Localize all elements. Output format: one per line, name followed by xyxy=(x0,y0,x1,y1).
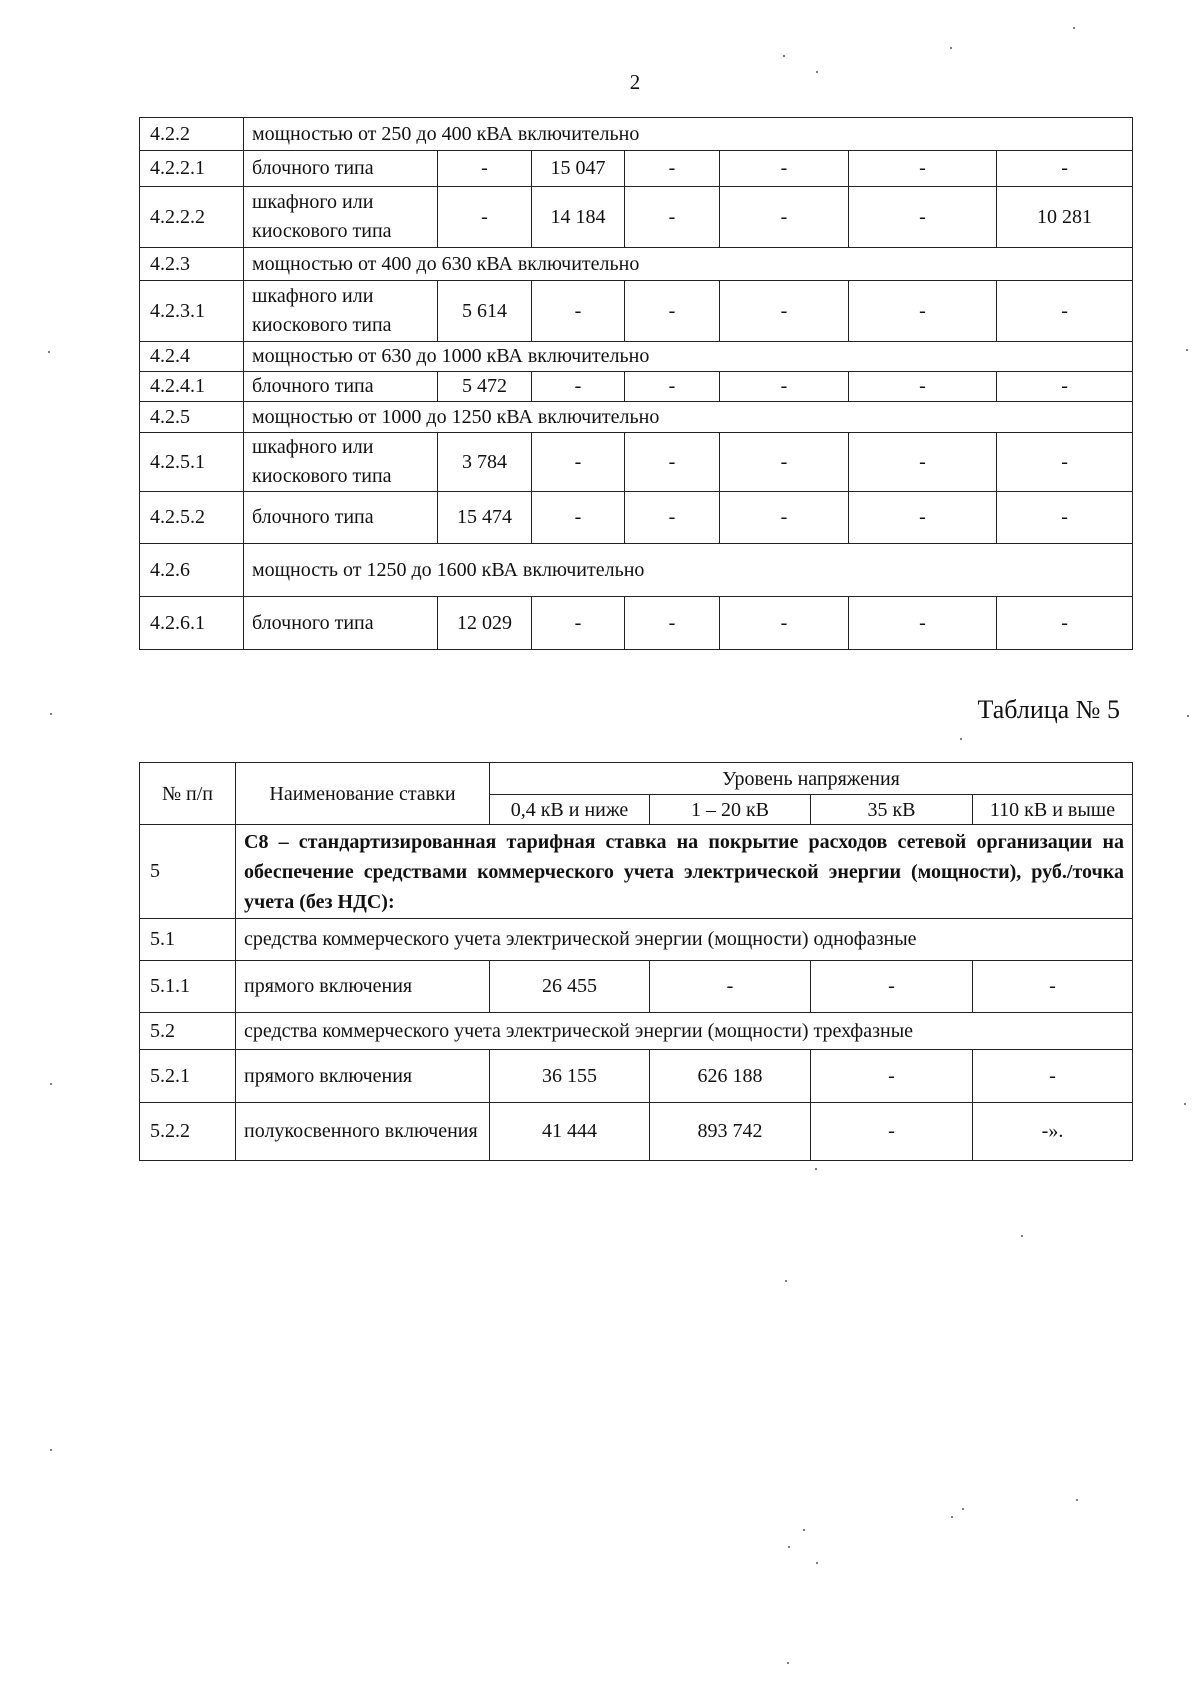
scan-speck xyxy=(962,1508,964,1510)
table-row xyxy=(140,1103,1133,1161)
row-name: блочного типа xyxy=(244,597,438,650)
row-value: - xyxy=(720,281,849,342)
row-value: - xyxy=(811,1050,973,1103)
row-value: 14 184 xyxy=(532,187,625,248)
row-value: - xyxy=(849,151,997,187)
row-value: - xyxy=(720,151,849,187)
scan-speck xyxy=(50,1083,52,1085)
scan-speck xyxy=(1186,349,1188,351)
table-row xyxy=(140,961,1133,1013)
row-value: - xyxy=(625,433,720,492)
row-number: 4.2.4.1 xyxy=(140,372,244,402)
row-value: - xyxy=(811,1103,973,1161)
row-number: 4.2.2 xyxy=(140,118,244,151)
row-section-title: средства коммерческого учета электрической энергии (мощности) однофазные xyxy=(236,919,1133,961)
row-value: - xyxy=(849,492,997,544)
scan-speck xyxy=(816,1562,818,1564)
row-section-title: мощностью от 400 до 630 кВА включительно xyxy=(244,248,1133,281)
header-level: 0,4 кВ и ниже xyxy=(490,795,650,825)
row-number: 4.2.2.1 xyxy=(140,151,244,187)
row-number: 4.2.2.2 xyxy=(140,187,244,248)
row-section-title: мощностью от 1000 до 1250 кВА включительно xyxy=(244,402,1133,433)
row-value: - xyxy=(973,1050,1133,1103)
row-value: - xyxy=(997,281,1133,342)
row-name: блочного типа xyxy=(244,492,438,544)
row-value: 5 614 xyxy=(438,281,532,342)
table-row xyxy=(140,402,1133,433)
page-number: 2 xyxy=(629,70,641,94)
scan-speck xyxy=(785,1280,787,1282)
row-value: - xyxy=(811,961,973,1013)
row-value: - xyxy=(650,961,811,1013)
row-value: - xyxy=(849,281,997,342)
row-section-title: мощностью от 250 до 400 кВА включительно xyxy=(244,118,1133,151)
row-value: 893 742 xyxy=(650,1103,811,1161)
row-value: 626 188 xyxy=(650,1050,811,1103)
scan-speck xyxy=(48,351,50,353)
table-row xyxy=(140,281,1133,342)
row-name: шкафного или киоскового типа xyxy=(244,433,438,492)
row-value: - xyxy=(849,433,997,492)
table-row xyxy=(140,372,1133,402)
row-number: 5.2.1 xyxy=(140,1050,236,1103)
row-value: 10 281 xyxy=(997,187,1133,248)
row-value: - xyxy=(720,433,849,492)
row-number: 4.2.5 xyxy=(140,402,244,433)
row-value: - xyxy=(849,372,997,402)
row-value: 3 784 xyxy=(438,433,532,492)
scan-speck xyxy=(50,1449,52,1451)
row-value: - xyxy=(438,151,532,187)
row-value: - xyxy=(625,372,720,402)
table-row xyxy=(140,1050,1133,1103)
scan-speck xyxy=(787,1662,789,1664)
row-number: 4.2.3.1 xyxy=(140,281,244,342)
scan-speck xyxy=(50,713,52,715)
row-number: 4.2.6.1 xyxy=(140,597,244,650)
scan-speck xyxy=(803,1529,805,1531)
table-row xyxy=(140,1013,1133,1050)
row-value: - xyxy=(532,372,625,402)
scan-speck xyxy=(815,1168,817,1170)
row-value: - xyxy=(625,151,720,187)
row-section-title: мощность от 1250 до 1600 кВА включительно xyxy=(244,544,1133,597)
row-value: - xyxy=(720,372,849,402)
table-row xyxy=(140,248,1133,281)
row-value: 12 029 xyxy=(438,597,532,650)
row-value: - xyxy=(532,433,625,492)
row-number: 5.1.1 xyxy=(140,961,236,1013)
scan-speck xyxy=(960,738,962,740)
row-value: - xyxy=(625,281,720,342)
scan-speck xyxy=(951,1516,953,1518)
row-name: полукосвенного включения xyxy=(236,1103,490,1161)
table-5-caption: Таблица № 5 xyxy=(977,695,1120,724)
row-value: - xyxy=(997,597,1133,650)
header-voltage-level: Уровень напряжения xyxy=(490,763,1133,795)
row-value: 36 155 xyxy=(490,1050,650,1103)
row-value: - xyxy=(532,492,625,544)
row-name: прямого включения xyxy=(236,1050,490,1103)
table-row xyxy=(140,151,1133,187)
header-level: 1 – 20 кВ xyxy=(650,795,811,825)
row-value: 15 047 xyxy=(532,151,625,187)
row-value: 15 474 xyxy=(438,492,532,544)
header-rate-name: Наименование ставки xyxy=(236,763,490,825)
table-row xyxy=(140,342,1133,372)
row-name: шкафного или киоскового типа xyxy=(244,281,438,342)
row-section-title: С8 – стандартизированная тарифная ставка на покрытие расходов сетевой организации на обеспечение средствами коммерческого учета электрической энергии (мощности), руб./точка учета (без НДС): xyxy=(236,825,1133,919)
row-number: 5.1 xyxy=(140,919,236,961)
row-number: 5.2.2 xyxy=(140,1103,236,1161)
row-value: - xyxy=(997,433,1133,492)
table-row xyxy=(140,825,1133,919)
table-row xyxy=(140,187,1133,248)
row-number: 4.2.5.1 xyxy=(140,433,244,492)
row-value: 26 455 xyxy=(490,961,650,1013)
row-value: - xyxy=(625,187,720,248)
row-value: - xyxy=(720,187,849,248)
scan-speck xyxy=(1184,1103,1186,1105)
row-value: - xyxy=(625,492,720,544)
row-value: - xyxy=(997,492,1133,544)
table-4-continuation xyxy=(139,117,1133,650)
table-5 xyxy=(139,762,1133,1161)
row-value: -». xyxy=(973,1103,1133,1161)
scan-speck xyxy=(783,55,785,57)
row-name: блочного типа xyxy=(244,372,438,402)
table-row xyxy=(140,544,1133,597)
scan-speck xyxy=(1021,1235,1023,1237)
row-name: шкафного или киоскового типа xyxy=(244,187,438,248)
row-name: прямого включения xyxy=(236,961,490,1013)
table-row xyxy=(140,919,1133,961)
scan-speck xyxy=(950,47,952,49)
row-value: - xyxy=(532,281,625,342)
scan-speck xyxy=(1076,1499,1078,1501)
row-value: - xyxy=(849,597,997,650)
table-row xyxy=(140,597,1133,650)
row-number: 4.2.4 xyxy=(140,342,244,372)
row-value: 41 444 xyxy=(490,1103,650,1161)
row-value: 5 472 xyxy=(438,372,532,402)
table-header-row xyxy=(140,763,1133,795)
table-row xyxy=(140,492,1133,544)
table-row xyxy=(140,118,1133,151)
row-section-title: средства коммерческого учета электрической энергии (мощности) трехфазные xyxy=(236,1013,1133,1050)
row-value: - xyxy=(720,597,849,650)
row-value: - xyxy=(720,492,849,544)
scan-speck xyxy=(816,71,818,73)
row-value: - xyxy=(849,187,997,248)
scan-speck xyxy=(1187,715,1189,717)
scan-speck xyxy=(788,1546,790,1548)
row-value: - xyxy=(997,372,1133,402)
row-number: 5.2 xyxy=(140,1013,236,1050)
row-number: 4.2.3 xyxy=(140,248,244,281)
row-value: - xyxy=(973,961,1133,1013)
row-value: - xyxy=(438,187,532,248)
header-level: 35 кВ xyxy=(811,795,973,825)
row-number: 4.2.6 xyxy=(140,544,244,597)
row-name: блочного типа xyxy=(244,151,438,187)
row-value: - xyxy=(625,597,720,650)
row-section-title: мощностью от 630 до 1000 кВА включительно xyxy=(244,342,1133,372)
row-value: - xyxy=(532,597,625,650)
header-level: 110 кВ и выше xyxy=(973,795,1133,825)
scan-speck xyxy=(1073,27,1075,29)
header-number: № п/п xyxy=(140,763,236,825)
row-value: - xyxy=(997,151,1133,187)
table-row xyxy=(140,433,1133,492)
row-number: 4.2.5.2 xyxy=(140,492,244,544)
row-number: 5 xyxy=(140,825,236,919)
